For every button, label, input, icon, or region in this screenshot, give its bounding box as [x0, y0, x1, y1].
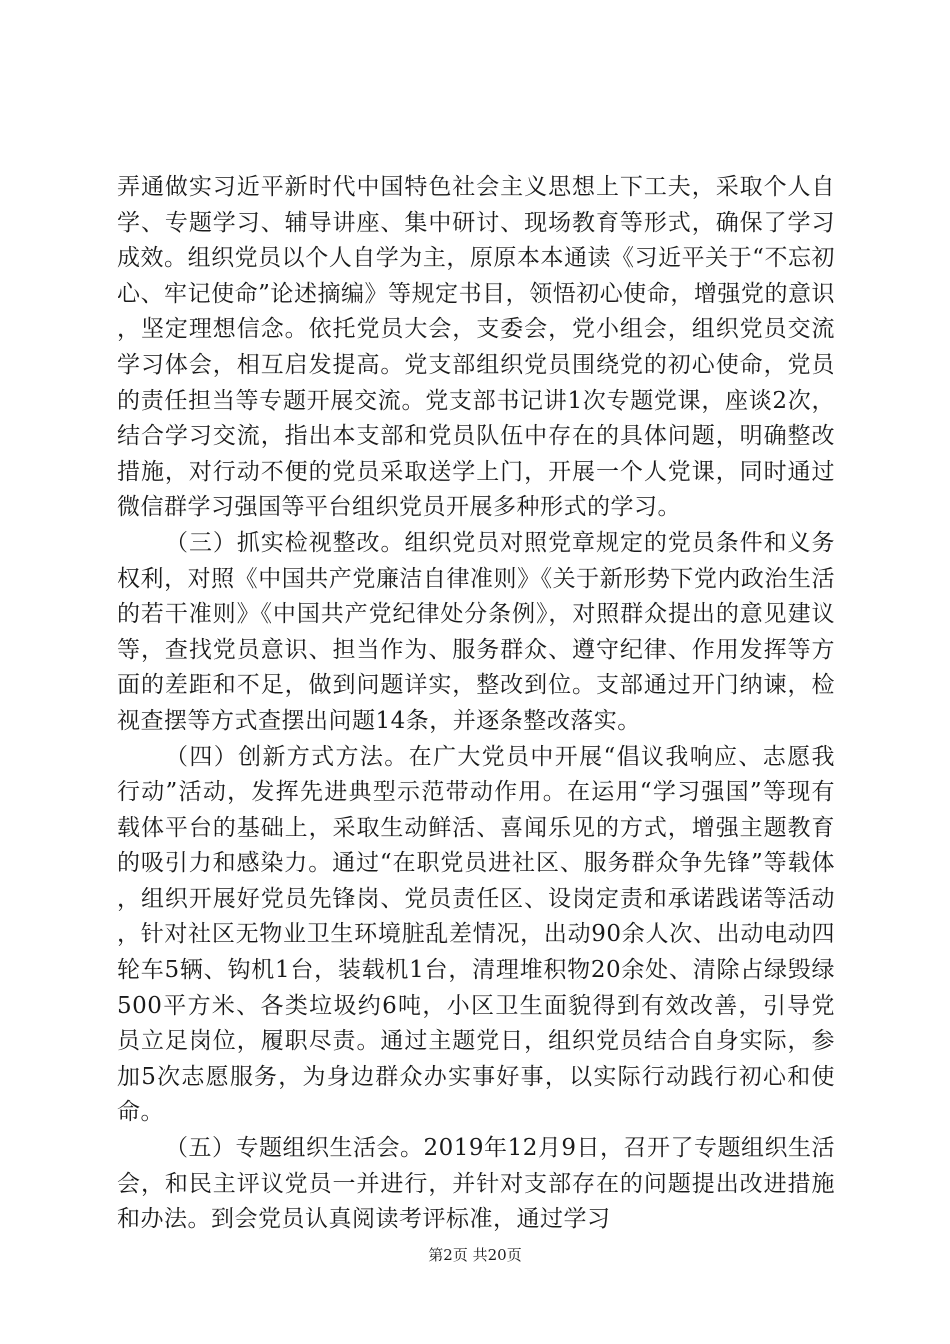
paragraph-section-5: （五）专题组织生活会。2019年12月9日，召开了专题组织生活会，和民主评议党员一并进行，并针对支部存在的问题提出改进措施和办法。到会党员认真阅读考评标准，通过学习	[117, 1135, 835, 1233]
paragraph-study: 弄通做实习近平新时代中国特色社会主义思想上下工夫，采取个人自学、专题学习、辅导讲座、集中研讨、现场教育等形式，确保了学习成效。组织党员以个人自学为主，原原本本通读《习近平关于“不忘初心、牢记使命”论述摘编》等规定书目，领悟初心使命，增强党的意识，坚定理想信念。依托党员大会，支委会，党小组会，组织党员交流学习体会，相互启发提高。党支部组织党员围绕党的初心使命，党员的责任担当等专题开展交流。党支部书记讲1次专题党课，座谈2次，结合学习交流，指出本支部和党员队伍中存在的具体问题，明确整改措施，对行动不便的党员采取送学上门，开展一个人党课，同时通过微信群学习强国等平台组织党员开展多种形式的学习。	[117, 174, 835, 521]
paragraph-section-3: （三）抓实检视整改。组织党员对照党章规定的党员条件和义务权利，对照《中国共产党廉洁自律准则》《关于新形势下党内政治生活的若干准则》《中国共产党纪律处分条例》，对照群众提出的意见建议等，查找党员意识、担当作为、服务群众、遵守纪律、作用发挥等方面的差距和不足，做到问题详实，整改到位。支部通过开门纳谏，检视查摆等方式查摆出问题14条，并逐条整改落实。	[117, 529, 835, 734]
paragraph-section-4: （四）创新方式方法。在广大党员中开展“倡议我响应、志愿我行动”活动，发挥先进典型示范带动作用。在运用“学习强国”等现有载体平台的基础上，采取生动鲜活、喜闻乐见的方式，增强主题教育的吸引力和感染力。通过“在职党员进社区、服务群众争先锋”等载体，组织开展好党员先锋岗、党员责任区、设岗定责和承诺践诺等活动，针对社区无物业卫生环境脏乱差情况，出动90余人次、出动电动四轮车5辆、钩机1台，装载机1台，清理堆积物20余处、清除占绿毁绿500平方米、各类垃圾约6吨，小区卫生面貌得到有效改善，引导党员立足岗位，履职尽责。通过主题党日，组织党员结合自身实际，参加5次志愿服务，为身边群众办实事好事，以实际行动践行初心和使命。	[117, 743, 835, 1126]
page-footer: 第2页 共20页	[428, 1246, 522, 1264]
document-body	[117, 170, 835, 1238]
